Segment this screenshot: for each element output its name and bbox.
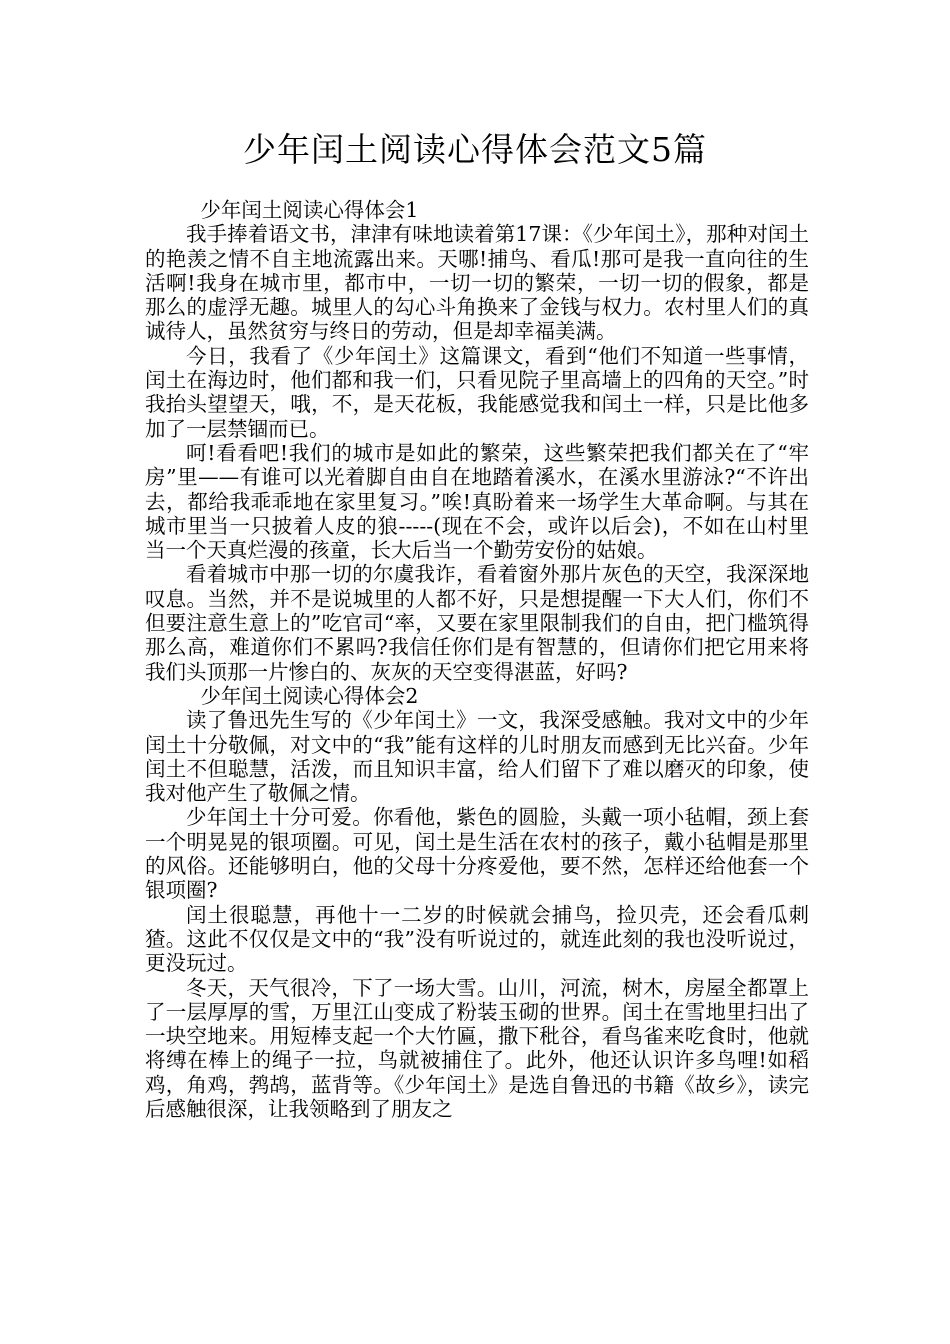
body-paragraph: 少年闰土十分可爱。你看他，紫色的圆脸，头戴一项小毡帽，颈上套一个明晃晃的银项圈。可见，闰土是生活在农村的孩子，戴小毡帽是那里的风俗。还能够明白，他的父母十分疼爱他，要不然，怎样还给他套一个银项圈? [145,805,809,903]
body-paragraph: 闰土很聪慧，再他十一二岁的时候就会捕鸟，捡贝壳，还会看瓜刺猹。这此不仅仅是文中的“我”没有听说过的，就连此刻的我也没听说过，更没玩过。 [145,902,809,976]
document-title: 少年闰土阅读心得体会范文5篇 [243,130,707,169]
section-heading: 少年闰土阅读心得体会2 [200,683,419,708]
document-body [145,198,809,1121]
body-paragraph: 读了鲁迅先生写的《少年闰土》一文，我深受感触。我对文中的少年闰土十分敬佩，对文中的“我”能有这样的儿时朋友而感到无比兴奋。少年闰土不但聪慧，活泼，而且知识丰富，给人们留下了难以磨灭的印象，使我对他产生了敬佩之情。 [145,708,809,806]
body-paragraph: 今日，我看了《少年闰土》这篇课文，看到“他们不知道一些事情，闰土在海边时，他们都和我一们，只看见院子里高墙上的四角的天空。”时我抬头望望天，哦，不，是天花板，我能感觉我和闰土一样，只是比他多加了一层禁锢而已。 [145,343,809,441]
body-paragraph: 冬天，天气很冷，下了一场大雪。山川，河流，树木，房屋全都罩上了一层厚厚的雪，万里江山变成了粉装玉砌的世界。闰土在雪地里扫出了一块空地来。用短棒支起一个大竹匾，撒下秕谷，看鸟雀来吃食时，他就将缚在棒上的绳子一拉，鸟就被捕住了。此外，他还认识许多鸟哩!如稻鸡，角鸡，鹁鸪，蓝背等。《少年闰土》是选自鲁迅的书籍《故乡》，读完后感触很深，让我领略到了朋友之 [145,975,809,1121]
body-paragraph: 我手捧着语文书，津津有味地读着第17课：《少年闰土》，那种对闰土的艳羡之情不自主地流露出来。天哪!捕鸟、看瓜!那可是我一直向往的生活啊!我身在城市里，都市中，一切一切的繁荣，一切一切的假象，都是那么的虚浮无趣。城里人的勾心斗角换来了金钱与权力。农村里人们的真诚待人，虽然贫穷与终日的劳动，但是却幸福美满。 [145,222,809,344]
section-heading: 少年闰土阅读心得体会1 [200,198,419,222]
body-paragraph: 呵!看看吧!我们的城市是如此的繁荣，这些繁荣把我们都关在了“牢房”里——有谁可以光着脚自由自在地踏着溪水，在溪水里游泳?“不许出去，都给我乖乖地在家里复习。”唉!真盼着来一场学生大革命啊。与其在城市里当一只披着人皮的狼-----(现在不会，或许以后会)，不如在山村里当一个天真烂漫的孩童，长大后当一个勤劳安份的姑娘。 [145,440,809,563]
body-paragraph: 看着城市中那一切的尔虞我诈，看着窗外那片灰色的天空，我深深地叹息。当然，并不是说城里的人都不好，只是想提醒一下大人们，你们不但要注意生意上的”吃官司“率，又要在家里限制我们的自由，把门槛筑得那么高，难道你们不累吗?我信任你们是有智慧的，但请你们把它用来将我们头顶那一片惨白的、灰灰的天空变得湛蓝，好吗? [145,562,809,684]
